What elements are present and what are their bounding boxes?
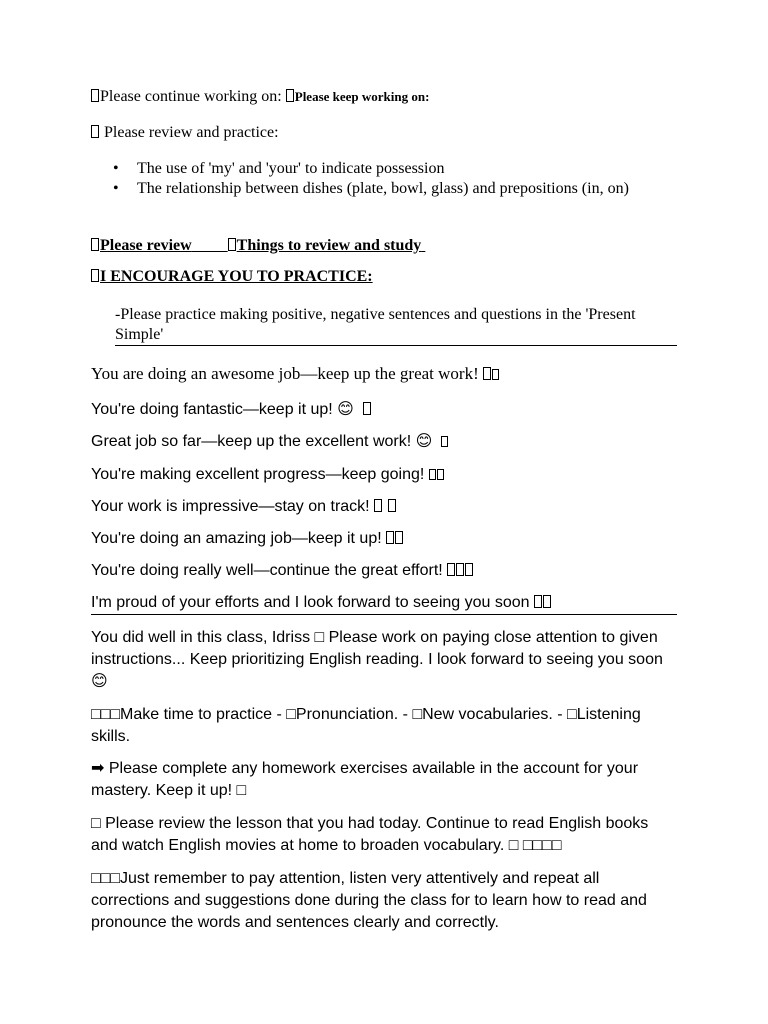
emoji-placeholder [492,369,499,380]
praise-line [91,497,397,517]
please-review-heading [91,236,425,256]
awesome-job-line [91,364,500,384]
emoji-placeholder [456,563,464,576]
emoji-placeholder [465,563,473,576]
checkbox-glyph [91,125,99,138]
review-practice-heading [91,123,279,143]
praise-text: You're doing fantastic—keep it up! 😊 [91,401,354,418]
things-to-review-label: Things to review and study [236,237,422,254]
divider-line [91,614,677,615]
emoji-placeholder [483,367,491,380]
praise-line [91,561,474,581]
praise-text: I'm proud of your efforts and I look forward to seeing you soon [91,594,530,611]
praise-text: You're making excellent progress—keep going! [91,466,425,483]
please-review-label: Please review [100,237,192,254]
praise-text: You're doing really well—continue the great effort! [91,562,443,579]
bullet-item: • The relationship between dishes (plate, bowl, glass) and prepositions (in, on) [137,179,677,199]
emoji-placeholder [441,436,448,447]
praise-text: You're doing an amazing job—keep it up! [91,530,382,547]
continue-working-heading [91,87,429,107]
praise-line [91,529,404,549]
checkbox-glyph [228,238,236,251]
emoji-placeholder [543,595,551,608]
emoji-placeholder [395,531,403,544]
awesome-job-text: You are doing an awesome job—keep up the great work! [91,364,479,383]
encourage-label: I ENCOURAGE YOU TO PRACTICE: [100,268,373,285]
review-bullet-list [91,159,677,199]
checkbox-glyph [91,89,99,102]
checkbox-glyph [286,89,294,102]
feedback-paragraph-idriss: You did well in this class, Idriss □ Please work on paying close attention to given instructions... Keep prioritizing English reading. I look forward to seeing you soon 😊 [91,629,663,690]
encourage-heading [91,267,373,287]
attention-paragraph: □□□Just remember to pay attention, listen very attentively and repeat all corrections and suggestions done during the class for to learn how to read and pronounce the words and sentences clearly and correctly. [91,870,647,931]
praise-text: Great job so far—keep up the excellent work! 😊 [91,433,433,450]
praise-line [91,465,445,485]
continue-working-label: Please continue working on: [100,88,282,105]
emoji-placeholder [363,402,371,415]
review-lesson-paragraph: □ Please review the lesson that you had today. Continue to read English books and watch English movies at home to broaden vocabulary. □ □□□□ [91,815,649,854]
emoji-placeholder [534,595,542,608]
emoji-placeholder [388,499,396,512]
emoji-placeholder [386,531,394,544]
checkbox-glyph [91,269,99,282]
emoji-placeholder [374,499,382,512]
praise-line [91,432,449,452]
emoji-placeholder [429,469,436,480]
praise-line [91,593,552,613]
praise-text: Your work is impressive—stay on track! [91,498,370,515]
homework-paragraph: ➡ Please complete any homework exercises available in the account for your mastery. Keep it up! □ [91,760,639,799]
emoji-placeholder [437,469,444,480]
practice-skills-paragraph: □□□Make time to practice - □Pronunciation. - □New vocabularies. - □Listening skills. [91,706,641,745]
praise-line [91,400,372,420]
checkbox-glyph [91,238,99,251]
bullet-item: • The use of 'my' and 'your' to indicate possession [137,159,677,179]
divider-line [115,345,677,346]
practice-paragraph: -Please practice making positive, negative sentences and questions in the 'Present Simple' [115,306,636,343]
emoji-placeholder [447,563,455,576]
review-practice-label: Please review and practice: [104,124,279,141]
keep-working-label: Please keep working on: [294,89,430,104]
